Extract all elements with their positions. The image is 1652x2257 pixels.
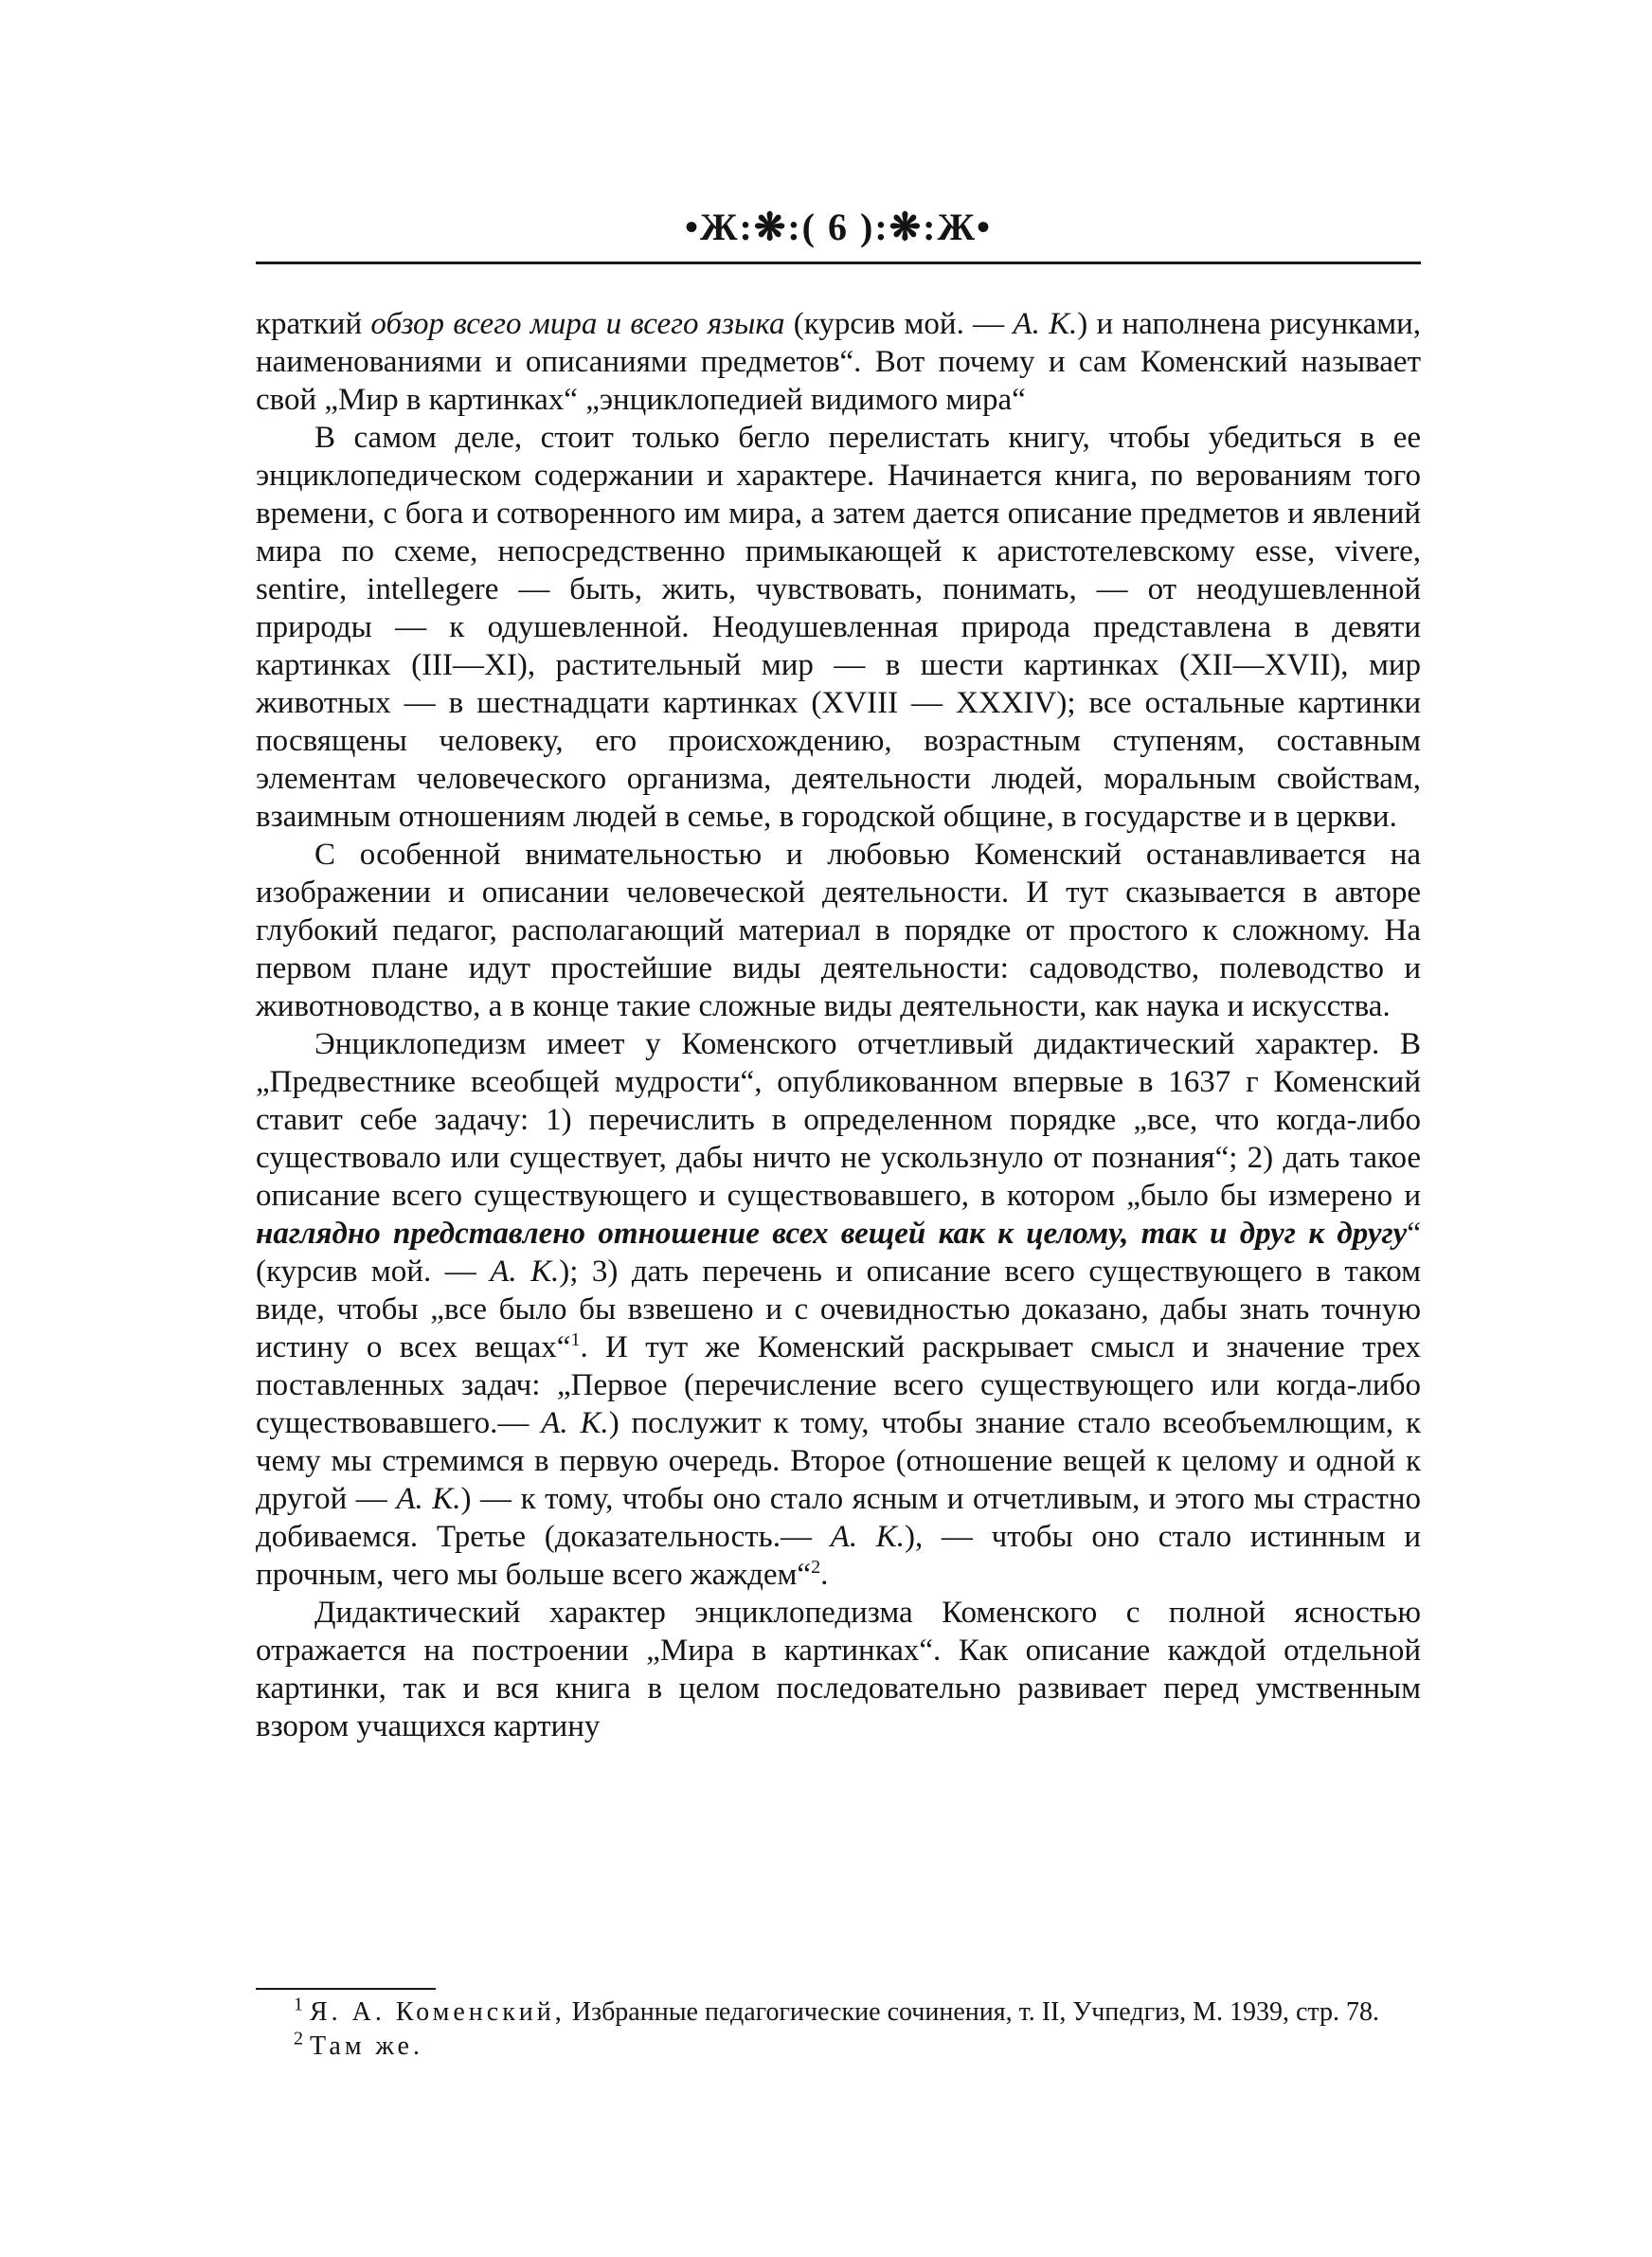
italic-text: А. К. [396,1482,461,1516]
footnote-text: Избранные педагогические сочинения, т. II, Учпедгиз, М. 1939, стр. 78. [565,1997,1380,2027]
paragraph [256,1025,1421,1594]
italic-text: А. К. [541,1406,609,1440]
paragraph [256,305,1421,419]
text-run: (курсив мой. — [784,307,1014,341]
text-run: В самом деле, стоит только бегло перелистать книгу, чтобы убедиться в ее энциклопедическом содержании и характере. Начинается книга, по верованиям того времени, с бога и сотворенного им мира, а затем дается описание предметов и явлений мира по схеме, непосредственно примыкающей к аристотелевскому esse, vivere, sentire, intellegere — быть, жить, чувствовать, понимать, — от неодушевленной природы — к одушевленной. Неодушевленная природа представлена в девяти картинках (III—XI), растительный мир — в шести картинках (XII—XVII), мир животных — в шестнадцати картинках (XVIII — XXXIV); все остальные картинки посвящены человеку, его происхождению, возрастным ступеням, составным элементам человеческого организма, деятельности людей, моральным свойствам, взаимным отношениям людей в семье, в городской общине, в государстве и в церкви. [256,421,1421,834]
text-run: . [820,1558,829,1592]
italic-text: А. К. [830,1520,905,1554]
footnote [256,2030,1421,2064]
footnote-mark: 1 [294,1994,303,2015]
emphasis-text: наглядно представлено отношение всех вещей как к целому, так и друг к другу [256,1217,1408,1251]
text-run: ), — чтобы оно стало истинным и прочным, чего мы больше всего жаждем“ [256,1520,1421,1592]
text-run: Дидактический характер энциклопедизма Коменского с полной ясностью отражается на построении „Мира в картинках“. Как описание каждой отдельной картинки, так и вся книга в целом последовательно развивает перед умственным взором учащихся картину [256,1596,1421,1743]
text-run: краткий [256,307,371,341]
footnote-ref: 1 [570,1329,581,1350]
text-run: ) и наполнена рисунками, наименованиями и описаниями предметов“. Вот почему и сам Коменский называет свой „Мир в картинках“ „энциклопедией видимого мира“ [256,307,1421,417]
paragraph [256,419,1421,836]
paragraph [256,1594,1421,1745]
header-rule [256,262,1421,264]
text-run: ) — к тому, чтобы оно стало ясным и отчетливым, и этого мы страстно добиваемся. Третье (доказательность.— [256,1482,1421,1554]
italic-text: обзор всего мира и всего языка [370,307,785,341]
text-run: “ (курсив мой. — [256,1217,1421,1289]
page-header: •Ж:❋:( 6 ):❋:Ж• [684,206,993,248]
footnote-ref: 2 [811,1557,821,1578]
footnote-author: Я. А. Коменский, [310,1997,566,2027]
footnotes [256,1995,1421,2064]
footnote-rule [256,1988,436,1990]
footnote-author: Там же. [310,2031,423,2061]
paragraph [256,836,1421,1025]
body-text [256,305,1421,1745]
footnote-mark: 2 [294,2028,303,2049]
footnote [256,1995,1421,2030]
text-run: Энциклопедизм имеет у Коменского отчетливый дидактический характер. В „Предвестнике всеобщей мудрости“, опубликованном впервые в 1637 г Коменский ставит себе задачу: 1) перечислить в определенном порядке „все, что когда-либо существовало или существует, дабы ничто не ускользнуло от познания“; 2) дать такое описание всего существующего и существовавшего, в котором „было бы измерено и [256,1027,1421,1213]
italic-text: А. К. [1013,307,1078,341]
text-run: ) послужит к тому, чтобы знание стало всеобъемлющим, к чему мы стремимся в первую очередь. Второе (отношение вещей к целому и одной к другой — [256,1406,1421,1516]
text-run: С особенной внимательностью и любовью Коменский останавливается на изображении и описании человеческой деятельности. И тут сказывается в авторе глубокий педагог, располагающий материал в порядке от простого к сложному. На первом плане идут простейшие виды деятельности: садоводство, полеводство и животноводство, а в конце такие сложные виды деятельности, как наука и искусства. [256,838,1421,1023]
text-run: . И тут же Коменский раскрывает смысл и значение трех поставленных задач: „Первое (перечисление всего существующего или когда-либо существовавшего.— [256,1330,1421,1440]
italic-text: А. К. [490,1255,560,1289]
text-run: ); 3) дать перечень и описание всего существующего в таком виде, чтобы „все было бы взвешено и с очевидностью доказано, дабы знать точную истину о всех вещах“ [256,1255,1421,1364]
